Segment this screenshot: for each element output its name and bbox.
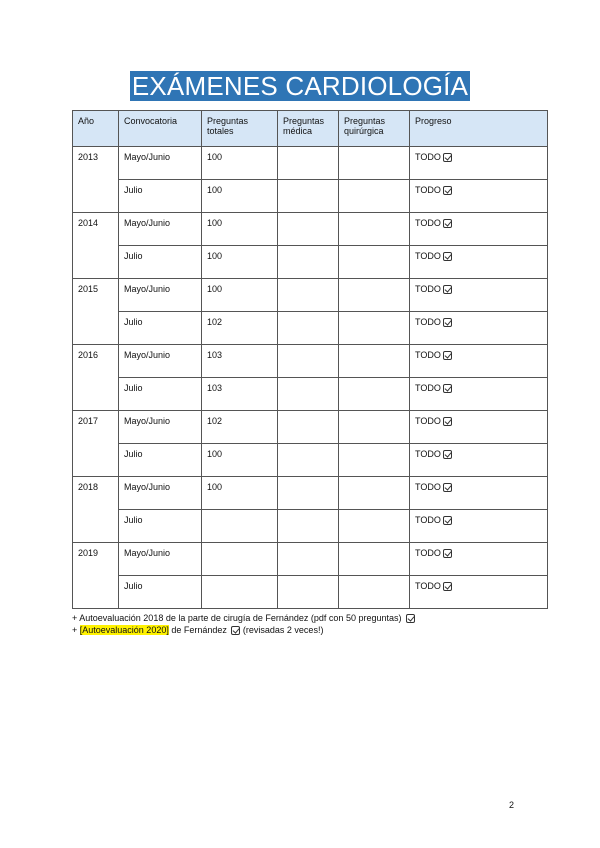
progress-label: TODO [415,218,441,228]
cell-surgical [339,279,410,312]
cell-total: 100 [202,279,278,312]
cell-total: 100 [202,444,278,477]
cell-year: 2016 [73,345,119,411]
cell-progress [410,312,548,345]
cell-medical [278,279,339,312]
header-surgical: Preguntas quirúrgica [339,111,410,147]
cell-medical [278,147,339,180]
checked-box-icon[interactable] [443,285,452,294]
cell-progress [410,180,548,213]
header-session: Convocatoria [119,111,202,147]
cell-medical [278,213,339,246]
header-medical: Preguntas médica [278,111,339,147]
progress-label: TODO [415,482,441,492]
cell-session: Julio [119,378,202,411]
cell-medical [278,345,339,378]
progress-label: TODO [415,383,441,393]
progress-label: TODO [415,284,441,294]
cell-surgical [339,312,410,345]
note-line-1 [72,612,415,624]
cell-surgical [339,510,410,543]
cell-medical [278,378,339,411]
progress-label: TODO [415,581,441,591]
cell-session: Mayo/Junio [119,543,202,576]
cell-total: 100 [202,477,278,510]
cell-year: 2019 [73,543,119,609]
page-title: EXÁMENES CARDIOLOGÍA [131,71,469,101]
cell-year: 2018 [73,477,119,543]
exams-table [72,110,548,609]
cell-total: 100 [202,180,278,213]
note-line-2 [72,624,415,636]
table-row [73,180,548,213]
title-container [0,71,600,101]
cell-year: 2013 [73,147,119,213]
cell-medical [278,180,339,213]
notes [72,612,415,636]
cell-progress [410,147,548,180]
cell-session: Mayo/Junio [119,477,202,510]
table-row [73,279,548,312]
cell-medical [278,543,339,576]
cell-progress [410,411,548,444]
cell-total: 102 [202,411,278,444]
checked-box-icon[interactable] [443,417,452,426]
cell-session: Mayo/Junio [119,345,202,378]
cell-medical [278,576,339,609]
cell-surgical [339,213,410,246]
cell-surgical [339,444,410,477]
table-row [73,312,548,345]
cell-session: Julio [119,180,202,213]
progress-label: TODO [415,251,441,261]
cell-progress [410,477,548,510]
cell-year: 2017 [73,411,119,477]
cell-session: Julio [119,510,202,543]
cell-medical [278,246,339,279]
note-2-suffix: (revisadas 2 veces!) [240,625,324,635]
cell-surgical [339,477,410,510]
cell-total: 102 [202,312,278,345]
cell-session: Julio [119,576,202,609]
progress-label: TODO [415,548,441,558]
checked-box-icon[interactable] [443,219,452,228]
cell-session: Mayo/Junio [119,213,202,246]
cell-total [202,543,278,576]
cell-surgical [339,378,410,411]
cell-progress [410,213,548,246]
cell-session: Mayo/Junio [119,279,202,312]
cell-year: 2014 [73,213,119,279]
table-row [73,378,548,411]
checked-box-icon[interactable] [443,186,452,195]
cell-surgical [339,411,410,444]
note-1-text: + Autoevaluación 2018 de la parte de cirugía de Fernández (pdf con 50 preguntas) [72,613,402,623]
cell-session: Mayo/Junio [119,411,202,444]
table-body [73,147,548,609]
table-row [73,147,548,180]
cell-medical [278,444,339,477]
cell-total [202,576,278,609]
cell-session: Julio [119,246,202,279]
note-2-prefix: + [72,625,80,635]
cell-total [202,510,278,543]
cell-progress [410,345,548,378]
table-row [73,543,548,576]
cell-surgical [339,345,410,378]
cell-progress [410,576,548,609]
cell-session: Mayo/Junio [119,147,202,180]
cell-total: 103 [202,345,278,378]
checked-box-icon[interactable] [443,582,452,591]
progress-label: TODO [415,350,441,360]
checked-box-icon [231,626,240,635]
checked-box-icon[interactable] [443,318,452,327]
cell-surgical [339,147,410,180]
cell-total: 100 [202,213,278,246]
cell-session: Julio [119,312,202,345]
cell-medical [278,312,339,345]
page-number: 2 [509,800,515,810]
table-header-row [73,111,548,147]
checked-box-icon[interactable] [443,549,452,558]
table-row [73,510,548,543]
header-year: Año [73,111,119,147]
checked-box-icon[interactable] [443,351,452,360]
table-row [73,576,548,609]
checked-box-icon[interactable] [443,450,452,459]
progress-label: TODO [415,317,441,327]
table-row [73,246,548,279]
progress-label: TODO [415,416,441,426]
checked-box-icon[interactable] [443,384,452,393]
cell-total: 100 [202,147,278,180]
table-row [73,477,548,510]
cell-progress [410,444,548,477]
progress-label: TODO [415,185,441,195]
table-row [73,213,548,246]
cell-progress [410,279,548,312]
cell-progress [410,543,548,576]
cell-surgical [339,543,410,576]
cell-progress [410,510,548,543]
cell-progress [410,378,548,411]
cell-medical [278,411,339,444]
cell-medical [278,510,339,543]
header-progress: Progreso [410,111,548,147]
checked-box-icon[interactable] [443,516,452,525]
header-total: Preguntas totales [202,111,278,147]
note-2-highlight: [Autoevaluación 2020] [79,625,169,635]
cell-total: 100 [202,246,278,279]
table-row [73,345,548,378]
note-2-mid: de Fernández [168,625,227,635]
table-row [73,411,548,444]
cell-total: 103 [202,378,278,411]
cell-surgical [339,246,410,279]
checked-box-icon[interactable] [443,483,452,492]
checked-box-icon[interactable] [443,153,452,162]
cell-session: Julio [119,444,202,477]
cell-surgical [339,576,410,609]
progress-label: TODO [415,449,441,459]
checked-box-icon[interactable] [443,252,452,261]
table-row [73,444,548,477]
checked-box-icon [406,614,415,623]
cell-surgical [339,180,410,213]
progress-label: TODO [415,152,441,162]
cell-year: 2015 [73,279,119,345]
progress-label: TODO [415,515,441,525]
cell-progress [410,246,548,279]
cell-medical [278,477,339,510]
